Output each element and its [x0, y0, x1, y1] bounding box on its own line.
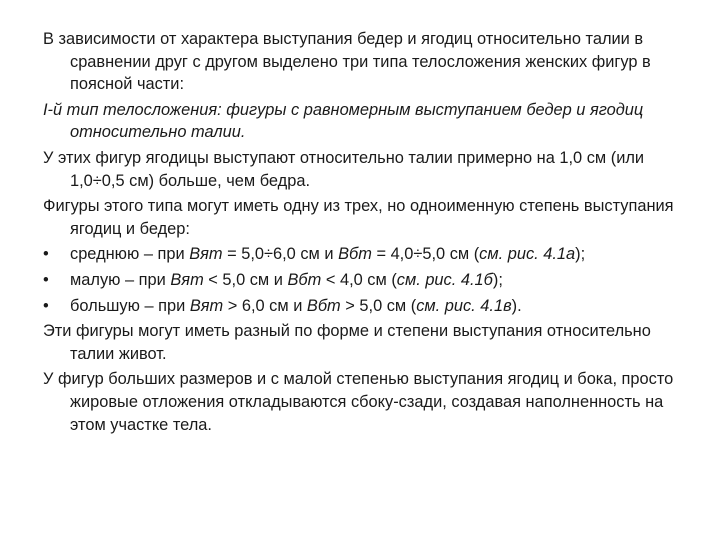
figure-reference: см. рис. 4.1в [416, 296, 512, 315]
bullet-suffix: ). [511, 296, 522, 315]
variable-vyat: Вят [189, 296, 224, 315]
bullet-mid: = 4,0÷5,0 см ( [371, 245, 480, 264]
bullet-icon: • [43, 270, 49, 289]
bullet-icon: • [43, 296, 49, 315]
belly-paragraph: Эти фигуры могут иметь разный по форме и степени выступания относительно талии живот. [43, 322, 651, 363]
bullet-mid: < 5,0 см и [203, 270, 288, 289]
bullet-mid: = 5,0÷6,0 см и [222, 245, 339, 264]
variable-vbt: Вбт [338, 245, 372, 264]
bullet-item-small [43, 269, 683, 292]
variable-vyat: Вят [189, 245, 223, 264]
slide-body [43, 28, 683, 439]
bullet-suffix: ); [575, 245, 586, 264]
variable-vbt: Вбт [287, 270, 322, 289]
bullet-prefix: большую – при [70, 296, 190, 315]
figure-reference: см. рис. 4.1а [479, 245, 576, 264]
variable-vyat: Вят [170, 270, 204, 289]
figure-reference: см. рис. 4.1б [396, 270, 493, 289]
variable-vbt: Вбт [306, 296, 341, 315]
bullet-mid: > 6,0 см и [223, 296, 307, 315]
bullet-mid: > 5,0 см ( [340, 296, 417, 315]
bullet-prefix: среднюю – при [70, 245, 190, 264]
bullet-item-large [43, 295, 683, 318]
bullet-icon: • [43, 245, 49, 264]
bullet-item-medium [43, 243, 683, 266]
protrusion-paragraph: У этих фигур ягодицы выступают относительно талии примерно на 1,0 см (или 1,0÷0,5 см) больше, чем бедра. [43, 148, 645, 190]
bullet-prefix: малую – при [70, 270, 171, 289]
bullet-suffix: ); [492, 270, 503, 289]
type-1-heading: I-й тип телосложения: фигуры с равномерным выступанием бедер и ягодиц относительно талии. [43, 100, 644, 142]
bullet-mid: < 4,0 см ( [321, 270, 397, 289]
large-sizes-paragraph: У фигур больших размеров и с малой степенью выступания ягодиц и бока, просто жировые отложения откладываются сбоку-сзади, создавая наполненность на этом участке тела. [43, 370, 674, 434]
intro-paragraph: В зависимости от характера выступания бедер и ягодиц относительно талии в сравнении друг с другом выделено три типа телосложения женских фигур в поясной части: [43, 30, 651, 94]
degree-paragraph: Фигуры этого типа могут иметь одну из трех, но одноименную степень выступания ягодиц и бедер: [43, 197, 674, 238]
